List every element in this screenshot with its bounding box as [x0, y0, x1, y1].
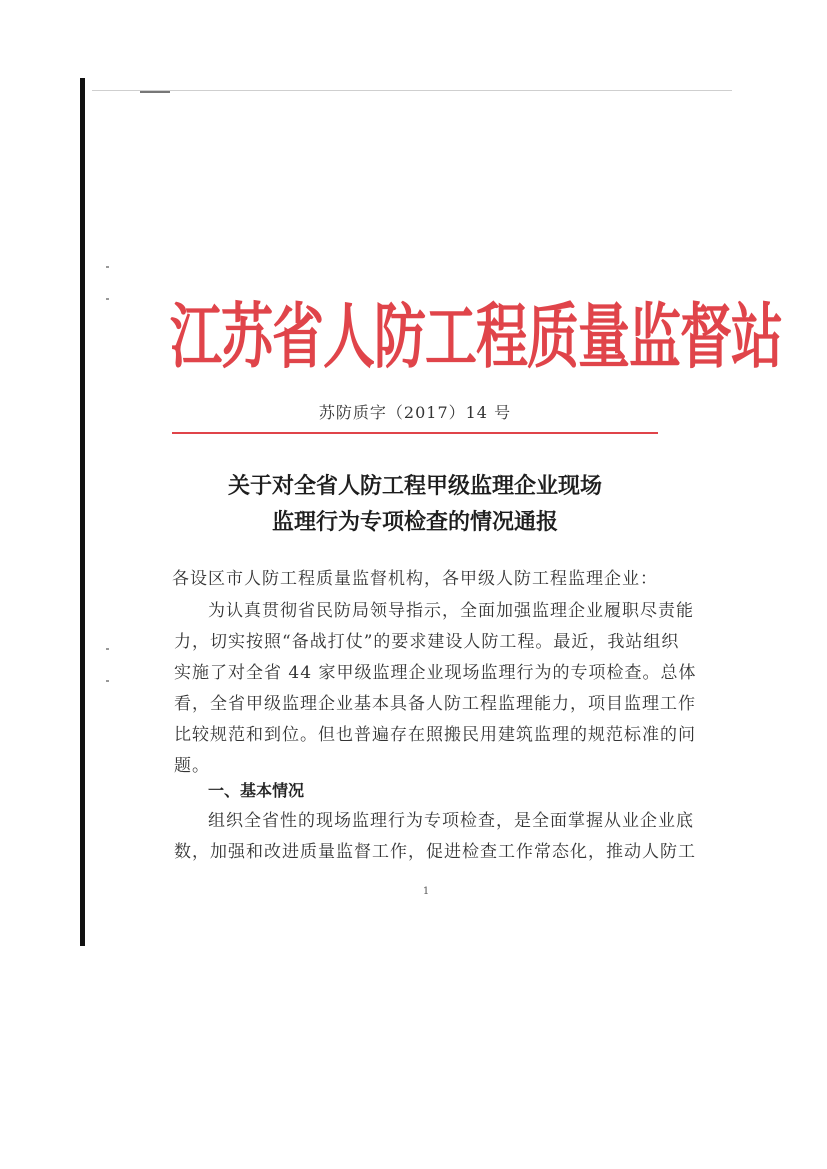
scan-speck — [106, 648, 109, 650]
scan-mark-top — [140, 91, 170, 93]
header-red-rule — [172, 432, 658, 434]
document-number: 苏防质字（2017）14 号 — [318, 403, 512, 422]
paragraph-line: 题。 — [174, 756, 210, 776]
scan-speck — [106, 266, 109, 268]
scan-speck — [106, 298, 109, 300]
paragraph-line: 为认真贯彻省民防局领导指示，全面加强监理企业履职尽责能 — [208, 601, 694, 621]
paragraph-line: 数，加强和改进质量监督工作，促进检查工作常态化，推动人防工 — [174, 842, 696, 862]
document-title-line-2: 监理行为专项检查的情况通报 — [271, 509, 558, 535]
document-title — [150, 468, 680, 540]
scan-border-top — [92, 90, 732, 91]
paragraph-basic-info — [174, 806, 696, 868]
paragraph-line: 组织全省性的现场监理行为专项检查，是全面掌握从业企业底 — [208, 811, 694, 831]
issuing-organization-header: 江苏省人防工程质量监督站 — [170, 296, 783, 379]
paragraph-line: 力，切实按照“备战打仗”的要求建设人防工程。最近，我站组织 — [174, 632, 680, 652]
page-number: 1 — [422, 886, 430, 897]
document-title-line-1: 关于对全省人防工程甲级监理企业现场 — [227, 473, 602, 499]
scan-speck — [106, 680, 109, 682]
paragraph-line: 比较规范和到位。但也普遍存在照搬民用建筑监理的规范标准的问 — [174, 725, 696, 745]
paragraph-line: 看，全省甲级监理企业基本具备人防工程监理能力，项目监理工作 — [174, 694, 696, 714]
scan-border-left — [80, 78, 85, 946]
salutation: 各设区市人防工程质量监督机构，各甲级人防工程监理企业： — [172, 569, 658, 589]
section-heading-basic-info: 一、基本情况 — [208, 781, 305, 800]
paragraph-line: 实施了对全省 44 家甲级监理企业现场监理行为的专项检查。总体 — [174, 663, 697, 683]
paragraph-intro — [174, 596, 697, 782]
